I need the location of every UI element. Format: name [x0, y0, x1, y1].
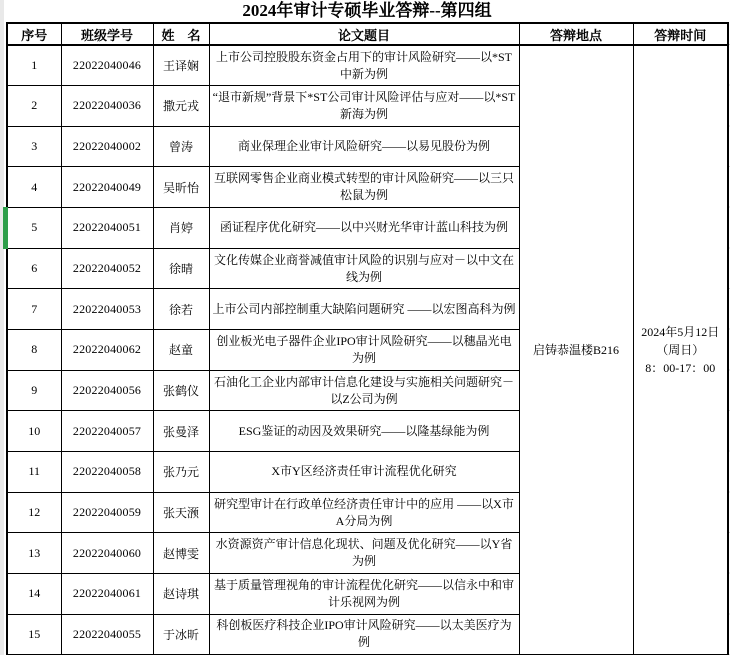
cell-name[interactable]: 张天滪 — [153, 492, 209, 533]
header-time[interactable]: 答辩时间 — [633, 23, 728, 45]
cell-name[interactable]: 赵博雯 — [153, 533, 209, 574]
cell-seq[interactable]: 15 — [7, 614, 61, 655]
cell-student-id[interactable]: 22022040062 — [61, 330, 153, 371]
cell-student-id[interactable]: 22022040051 — [61, 208, 153, 249]
cell-student-id[interactable]: 22022040055 — [61, 614, 153, 655]
cell-seq[interactable]: 7 — [7, 289, 61, 330]
defense-schedule-table — [6, 22, 729, 655]
cell-thesis[interactable]: 创业板光电子器件企业IPO审计风险研究——以穗晶光电为例 — [209, 330, 519, 371]
cell-thesis[interactable]: 函证程序优化研究——以中兴财光华审计蓝山科技为例 — [209, 208, 519, 249]
cell-seq[interactable]: 10 — [7, 411, 61, 452]
cell-student-id[interactable]: 22022040052 — [61, 248, 153, 289]
cell-student-id[interactable]: 22022040053 — [61, 289, 153, 330]
cell-name[interactable]: 徐晴 — [153, 248, 209, 289]
cell-thesis[interactable]: 科创板医疗科技企业IPO审计风险研究——以太美医疗为例 — [209, 614, 519, 655]
cell-thesis[interactable]: 上市公司控股股东资金占用下的审计风险研究——以*ST中新为例 — [209, 45, 519, 86]
header-name[interactable]: 姓 名 — [153, 23, 209, 45]
cell-name[interactable]: 张乃元 — [153, 452, 209, 493]
cell-thesis[interactable]: 上市公司内部控制重大缺陷问题研究 ——以宏图高科为例 — [209, 289, 519, 330]
cell-name[interactable]: 于冰昕 — [153, 614, 209, 655]
cell-student-id[interactable]: 22022040057 — [61, 411, 153, 452]
cell-time[interactable] — [633, 45, 728, 655]
header-student-id[interactable]: 班级学号 — [61, 23, 153, 45]
selected-cell-indicator — [3, 207, 8, 249]
cell-student-id[interactable]: 22022040036 — [61, 86, 153, 127]
cell-student-id[interactable]: 22022040061 — [61, 574, 153, 615]
cell-name[interactable]: 撒元戎 — [153, 86, 209, 127]
cell-student-id[interactable]: 22022040060 — [61, 533, 153, 574]
cell-name[interactable]: 吴昕怡 — [153, 167, 209, 208]
cell-name[interactable]: 曾涛 — [153, 126, 209, 167]
cell-seq[interactable]: 6 — [7, 248, 61, 289]
cell-thesis[interactable]: 水资源资产审计信息化现状、问题及优化研究——以Y省为例 — [209, 533, 519, 574]
cell-name[interactable]: 王译娴 — [153, 45, 209, 86]
cell-student-id[interactable]: 22022040059 — [61, 492, 153, 533]
cell-thesis[interactable]: 研究型审计在行政单位经济责任审计中的应用 ——以X市A分局为例 — [209, 492, 519, 533]
header-thesis[interactable]: 论文题目 — [209, 23, 519, 45]
cell-student-id[interactable]: 22022040056 — [61, 370, 153, 411]
cell-name[interactable]: 徐若 — [153, 289, 209, 330]
sheet-left-margin — [0, 0, 4, 655]
defense-schedule — [6, 22, 729, 655]
cell-name[interactable]: 张鹤仪 — [153, 370, 209, 411]
cell-thesis[interactable]: 商业保理企业审计风险研究——以易见股份为例 — [209, 126, 519, 167]
cell-seq[interactable]: 9 — [7, 370, 61, 411]
cell-student-id[interactable]: 22022040002 — [61, 126, 153, 167]
cell-seq[interactable]: 4 — [7, 167, 61, 208]
cell-seq[interactable]: 3 — [7, 126, 61, 167]
time-date: 2024年5月12日 — [641, 324, 720, 339]
table-row — [7, 45, 728, 86]
cell-thesis[interactable]: 文化传媒企业商誉减值审计风险的识别与应对－以中文在线为例 — [209, 248, 519, 289]
cell-name[interactable]: 赵诗琪 — [153, 574, 209, 615]
cell-thesis[interactable]: “退市新规”背景下*ST公司审计风险评估与应对——以*ST新海为例 — [209, 86, 519, 127]
cell-thesis[interactable]: 石油化工企业内部审计信息化建设与实施相关问题研究－以Z公司为例 — [209, 370, 519, 411]
header-location[interactable]: 答辩地点 — [519, 23, 633, 45]
cell-thesis[interactable]: 基于质量管理视角的审计流程优化研究——以信永中和审计乐视网为例 — [209, 574, 519, 615]
cell-name[interactable]: 赵童 — [153, 330, 209, 371]
cell-student-id[interactable]: 22022040058 — [61, 452, 153, 493]
header-row — [7, 23, 728, 45]
cell-seq[interactable]: 5 — [7, 208, 61, 249]
cell-seq[interactable]: 13 — [7, 533, 61, 574]
header-seq[interactable]: 序号 — [7, 23, 61, 45]
cell-name[interactable]: 张曼泽 — [153, 411, 209, 452]
cell-seq[interactable]: 14 — [7, 574, 61, 615]
time-hours: 8：00-17：00 — [645, 360, 716, 375]
cell-seq[interactable]: 12 — [7, 492, 61, 533]
cell-location[interactable]: 启铸恭温楼B216 — [519, 45, 633, 655]
cell-thesis[interactable]: 互联网零售企业商业模式转型的审计风险研究——以三只松鼠为例 — [209, 167, 519, 208]
cell-thesis[interactable]: X市Y区经济责任审计流程优化研究 — [209, 452, 519, 493]
cell-name[interactable]: 肖婷 — [153, 208, 209, 249]
cell-seq[interactable]: 1 — [7, 45, 61, 86]
page-title[interactable]: 2024年审计专硕毕业答辩--第四组 — [242, 1, 492, 20]
cell-student-id[interactable]: 22022040049 — [61, 167, 153, 208]
cell-seq[interactable]: 11 — [7, 452, 61, 493]
cell-student-id[interactable]: 22022040046 — [61, 45, 153, 86]
time-weekday: （周日） — [656, 342, 705, 357]
cell-thesis[interactable]: ESG鉴证的动因及效果研究——以隆基绿能为例 — [209, 411, 519, 452]
cell-seq[interactable]: 2 — [7, 86, 61, 127]
cell-seq[interactable]: 8 — [7, 330, 61, 371]
